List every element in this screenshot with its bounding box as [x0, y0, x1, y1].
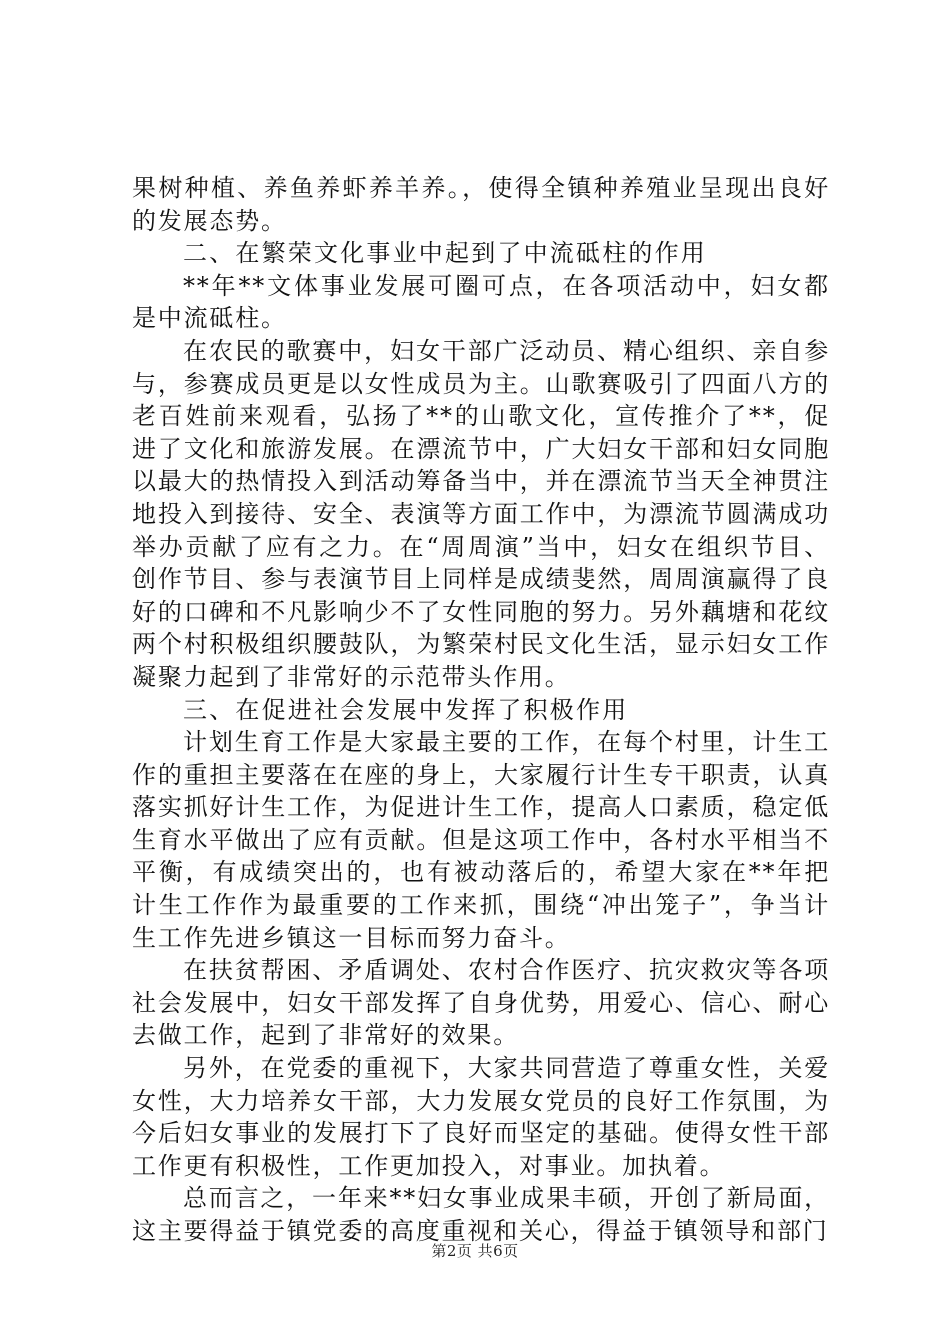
- body-paragraph: 在农民的歌赛中，妇女干部广泛动员、精心组织、亲自参与，参赛成员更是以女性成员为主。山歌赛吸引了四面八方的老百姓前来观看，弘扬了**的山歌文化，宣传推介了**，促进了文化和旅游发展。在漂流节中，广大妇女干部和妇女同胞以最大的热情投入到活动筹备当中，并在漂流节当天全神贯注地投入到接待、安全、表演等方面工作中，为漂流节圆满成功举办贡献了应有之力。在“周周演”当中，妇女在组织节目、创作节目、参与表演节目上同样是成绩斐然，周周演赢得了良好的口碑和不凡影响少不了女性同胞的努力。另外藕塘和花纹两个村积极组织腰鼓队，为繁荣村民文化生活，显示妇女工作凝聚力起到了非常好的示范带头作用。: [132, 336, 830, 691]
- body-paragraph: 果树种植、养鱼养虾养羊养。，使得全镇种养殖业呈现出良好的发展态势。: [132, 174, 830, 235]
- page-number-footer: 第2页 共6页: [431, 1242, 519, 1260]
- body-paragraph: 另外，在党委的重视下，大家共同营造了尊重女性，关爱女性，大力培养女干部，大力发展女党员的良好工作氛围，为今后妇女事业的发展打下了良好而坚定的基础。使得女性干部工作更有积极性，工作更加投入，对事业。加执着。: [132, 1054, 830, 1180]
- document-body: [132, 172, 830, 1248]
- section-heading: 三、在促进社会发展中发挥了积极作用: [183, 695, 629, 724]
- section-heading: 二、在繁荣文化事业中起到了中流砥柱的作用: [183, 239, 707, 268]
- body-paragraph: 总而言之，一年来**妇女事业成果丰硕，开创了新局面，这主要得益于镇党委的高度重视和关心，得益于镇领导和部门: [132, 1184, 830, 1245]
- body-paragraph: **年**文体事业发展可圈可点，在各项活动中，妇女都是中流砥柱。: [132, 271, 830, 333]
- body-paragraph: 计划生育工作是大家最主要的工作，在每个村里，计生工作的重担主要落在在座的身上，大家履行计生专干职责，认真落实抓好计生工作，为促进计生工作，提高人口素质，稳定低生育水平做出了应有贡献。但是这项工作中，各村水平相当不平衡，有成绩突出的，也有被动落后的，希望大家在**年把计生工作作为最重要的工作来抓，围绕“冲出笼子”，争当计生工作先进乡镇这一目标而努力奋斗。: [132, 728, 830, 952]
- body-paragraph: 在扶贫帮困、矛盾调处、农村合作医疗、抗灾救灾等各项社会发展中，妇女干部发挥了自身优势，用爱心、信心、耐心去做工作，起到了非常好的效果。: [132, 956, 830, 1050]
